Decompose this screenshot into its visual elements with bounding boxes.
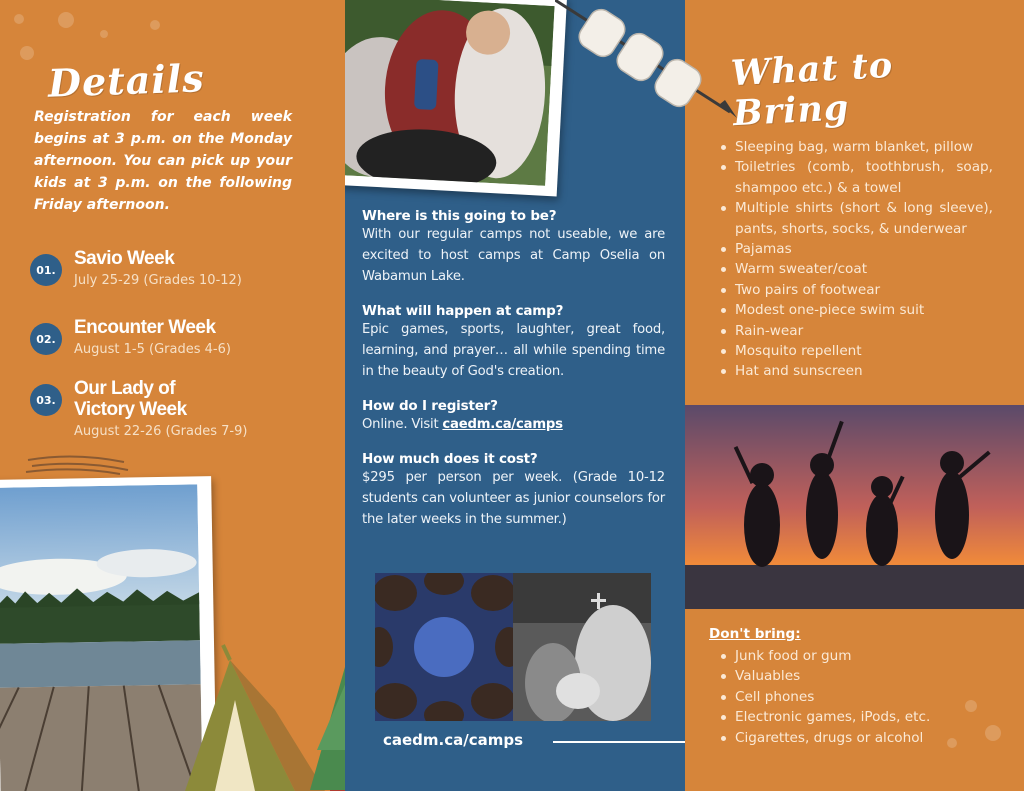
week-item-2 xyxy=(30,317,244,357)
decor-dot xyxy=(14,14,24,24)
list-item: Valuables xyxy=(717,666,997,686)
sunset-jumping-photo xyxy=(685,405,1024,609)
decor-dot xyxy=(100,30,108,38)
week-dates: August 22-26 (Grades 7-9) xyxy=(74,424,248,439)
faq-section xyxy=(362,198,665,530)
decor-dot xyxy=(150,20,160,30)
heading-line: Bring xyxy=(732,87,851,135)
details-text: Registration for each week begins at 3 p.m. on the Monday afternoon. You can pick up your kids at 3 p.m. on the following Friday afternoon. xyxy=(34,109,292,213)
faq-answer: With our regular camps not useable, we are excited to host camps at Camp Oselia on Wabamun Lake. xyxy=(362,227,665,284)
week-number-badge: 01. xyxy=(30,254,62,286)
week-name: Encounter Week xyxy=(74,317,216,338)
heading-line: What to xyxy=(729,44,895,95)
faq-answer: Epic games, sports, laughter, great food, learning, and prayer… all while spending time in the beauty of God's creation. xyxy=(362,322,665,379)
decor-dot xyxy=(985,725,1001,741)
list-item: Cigarettes, drugs or alcohol xyxy=(717,728,997,748)
dont-bring-list xyxy=(717,646,997,748)
list-item: Junk food or gum xyxy=(717,646,997,666)
faq-answer-text: Online. Visit xyxy=(362,417,443,432)
list-item: Sleeping bag, warm blanket, pillow xyxy=(717,137,993,157)
list-item: Multiple shirts (short & long sleeve), pants, shorts, socks, & underwear xyxy=(717,198,993,239)
list-item: Hat and sunscreen xyxy=(717,361,993,381)
guitar-worship-photo xyxy=(513,573,651,721)
friends-hugging-photo xyxy=(345,0,567,196)
footer-divider xyxy=(553,741,685,743)
list-item: Rain-wear xyxy=(717,321,993,341)
list-item: Cell phones xyxy=(717,687,997,707)
dont-bring-heading: Don't bring: xyxy=(709,626,801,642)
week-dates: July 25-29 (Grades 10-12) xyxy=(74,273,242,288)
week-number-badge: 02. xyxy=(30,323,62,355)
bring-list xyxy=(717,137,993,382)
faq-answer: $295 per person per week. (Grade 10-12 students can volunteer as junior counselors for the later weeks in the summer.) xyxy=(362,470,665,527)
decor-dot xyxy=(947,738,957,748)
faq-question: How much does it cost? xyxy=(362,451,538,467)
list-item: Electronic games, iPods, etc. xyxy=(717,707,997,727)
decor-dot xyxy=(965,700,977,712)
faq-question: Where is this going to be? xyxy=(362,208,557,224)
rope-decoration xyxy=(24,450,134,478)
week-name: Savio Week xyxy=(74,248,175,269)
faq-question: What will happen at camp? xyxy=(362,303,564,319)
list-item: Pajamas xyxy=(717,239,993,259)
what-to-bring-heading xyxy=(730,46,896,134)
list-item: Modest one-piece swim suit xyxy=(717,300,993,320)
footer-url[interactable]: caedm.ca/camps xyxy=(383,731,524,749)
tent-and-tree-illustration xyxy=(175,640,345,791)
week-dates: August 1-5 (Grades 4-6) xyxy=(74,342,231,357)
week-item-3 xyxy=(30,378,247,439)
group-circle-photo xyxy=(375,573,513,721)
register-link[interactable]: caedm.ca/camps xyxy=(442,417,563,432)
list-item: Warm sweater/coat xyxy=(717,259,993,279)
week-name: Our Lady of Victory Week xyxy=(74,378,187,420)
details-heading: Details xyxy=(47,55,206,106)
list-item: Mosquito repellent xyxy=(717,341,993,361)
left-panel xyxy=(0,0,345,791)
week-item-1 xyxy=(30,248,244,288)
decor-dot xyxy=(20,46,34,60)
list-item: Toiletries (comb, toothbrush, soap, shampoo etc.) & a towel xyxy=(717,157,993,198)
faq-question: How do I register? xyxy=(362,398,498,414)
list-item: Two pairs of footwear xyxy=(717,280,993,300)
week-number-badge: 03. xyxy=(30,384,62,416)
decor-dot xyxy=(58,12,74,28)
marshmallow-skewer-illustration xyxy=(555,0,740,120)
faq-answer xyxy=(362,414,665,435)
